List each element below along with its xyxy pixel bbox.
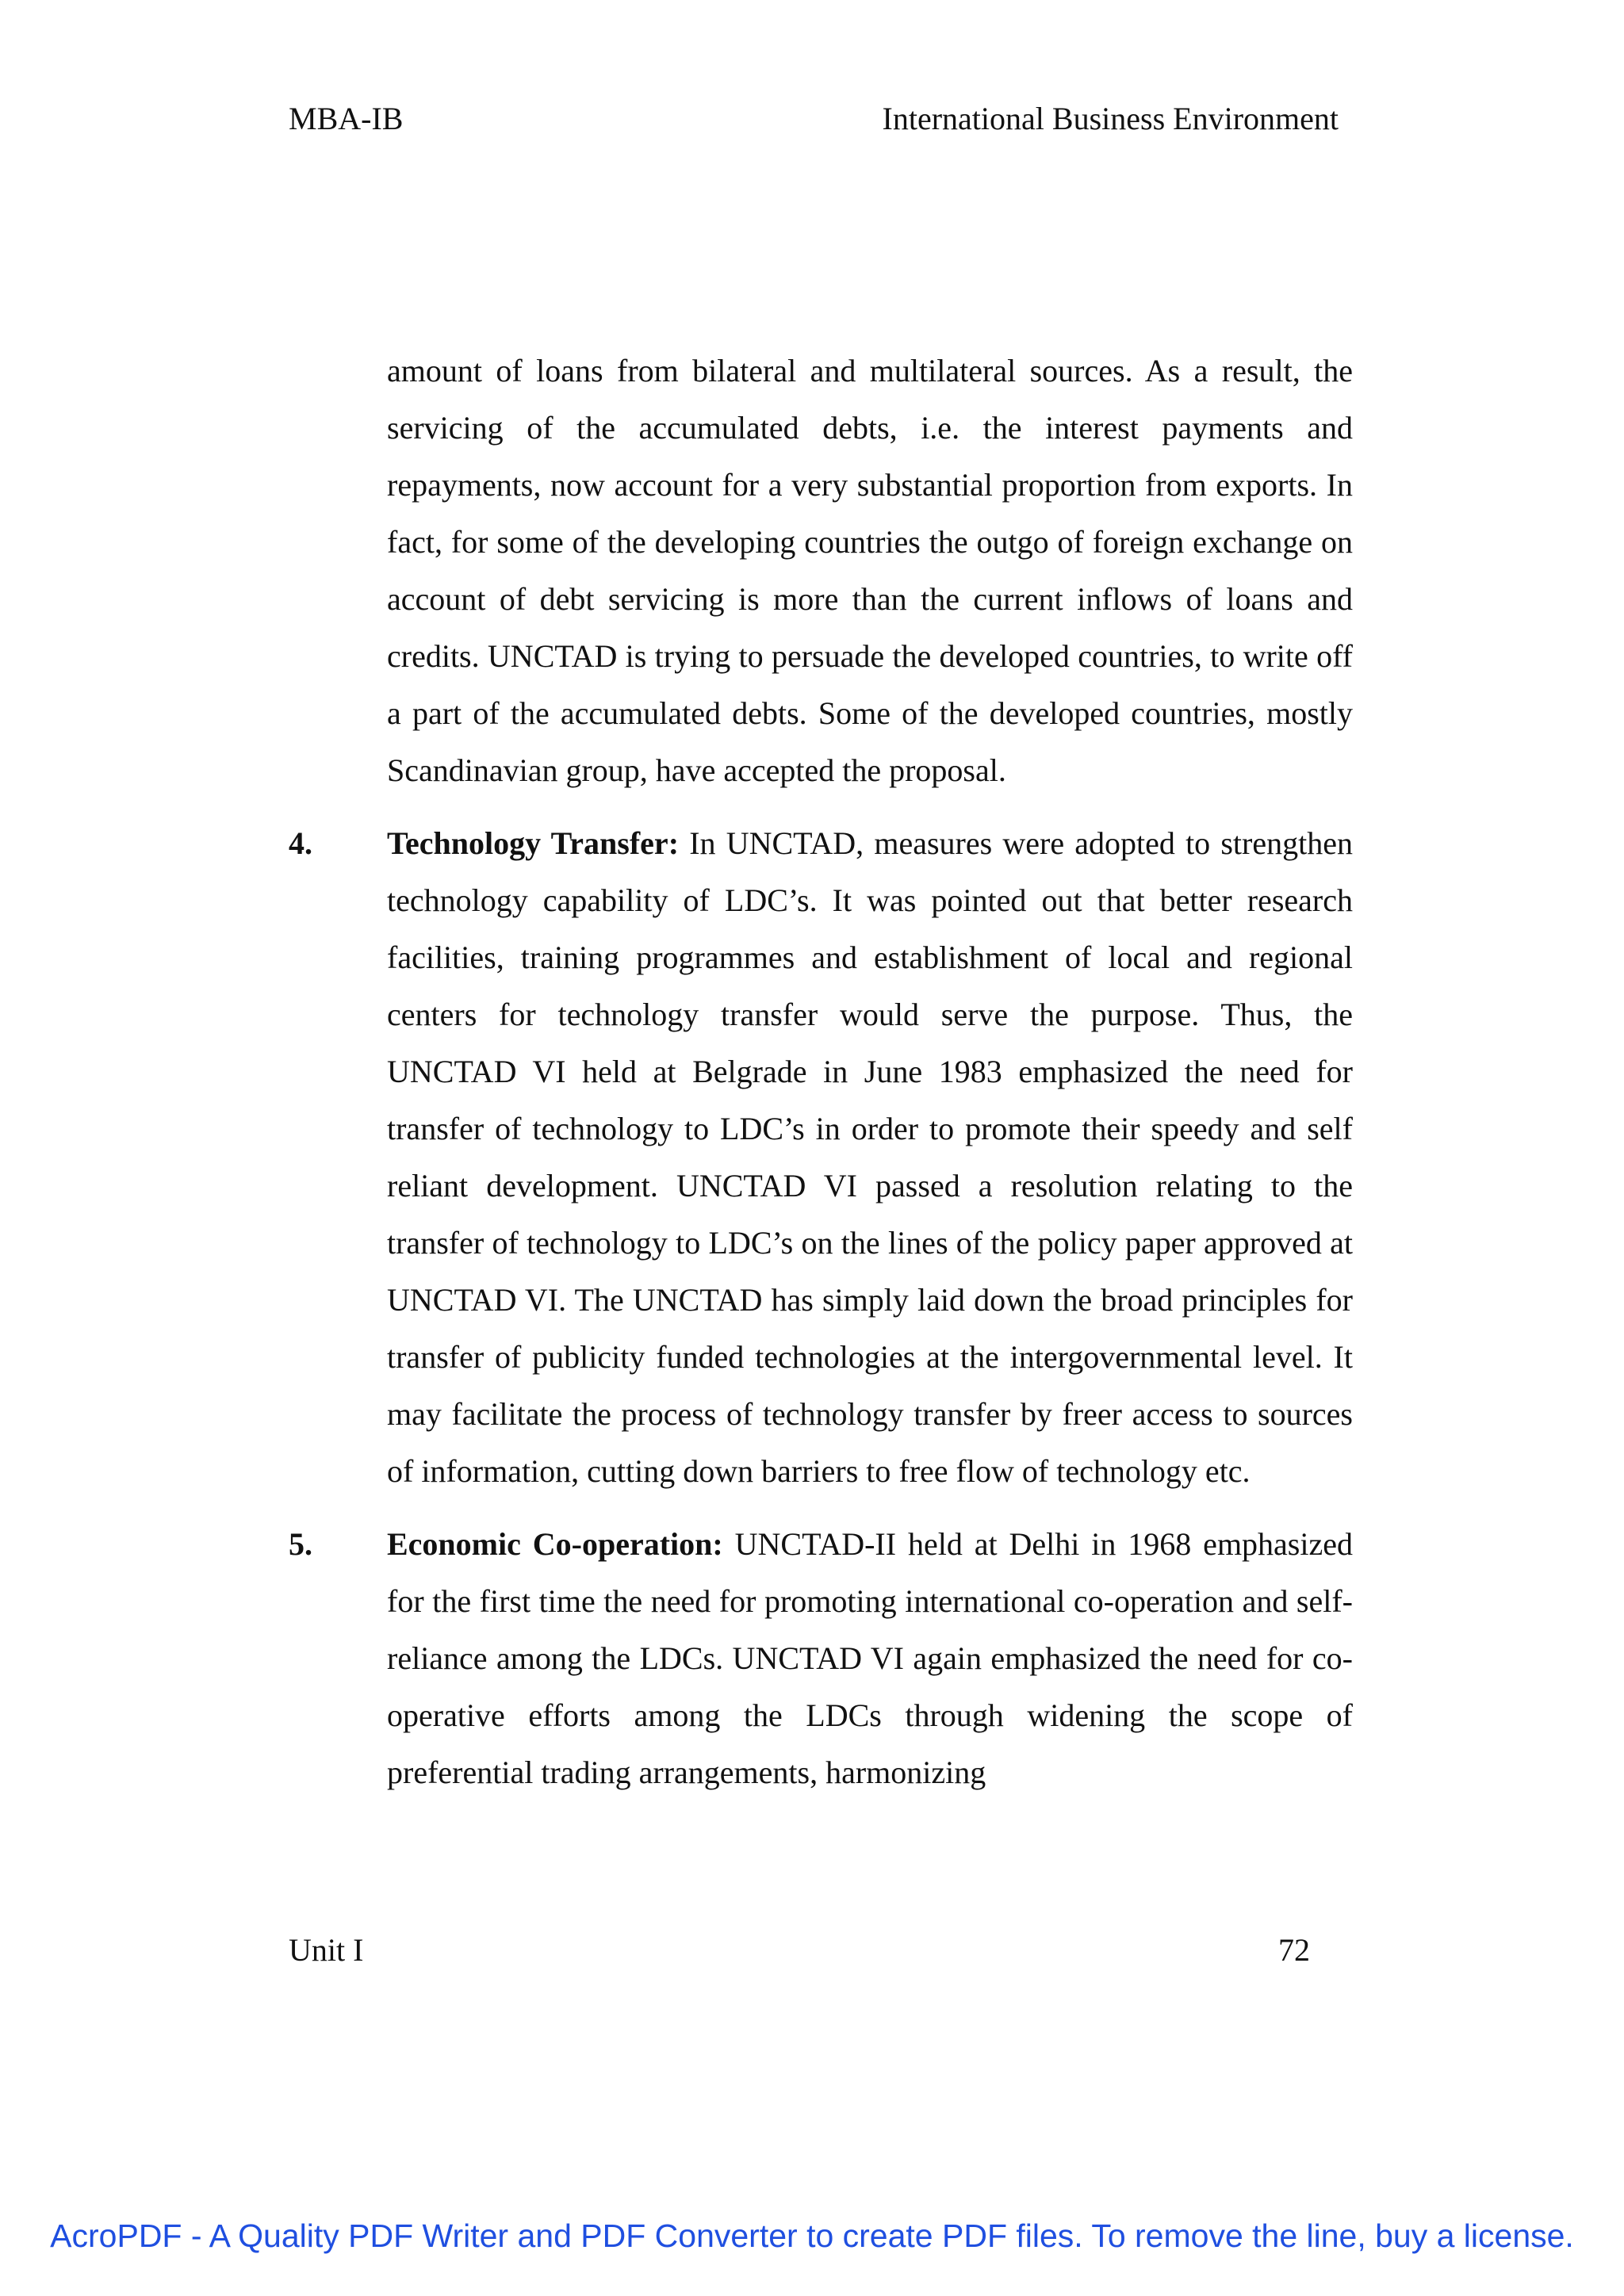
list-item-technology-transfer (289, 815, 1353, 1500)
list-item-paragraph (387, 815, 1353, 1500)
list-item-number: 5. (289, 1526, 312, 1562)
list-item-paragraph (387, 1516, 1353, 1801)
list-item-text: In UNCTAD, measures were adopted to strengthen technology capability of LDC’s. It was pointed out that better research facilities, training programmes and establishment of local and regional centers for technology transfer would serve the purpose. Thus, the UNCTAD VI held at Belgrade in June 1983 emphasized the need for transfer of technology to LDC’s in order to promote their speedy and self reliant development. UNCTAD VI passed a resolution relating to the transfer of technology to LDC’s on the lines of the policy paper approved at UNCTAD VI. The UNCTAD has simply laid down the broad principles for transfer of publicity funded technologies at the intergovernmental level. It may facilitate the process of technology transfer by freer access to sources of information, cutting down barriers to free flow of technology etc. (387, 825, 1353, 1489)
list-item-text: UNCTAD-II held at Delhi in 1968 emphasized for the first time the need for promoting international co-operation and self-reliance among the LDCs. UNCTAD VI again emphasized the need for co-operative efforts among the LDCs through widening the scope of preferential trading arrangements, harmonizing (387, 1526, 1353, 1790)
page-number: 72 (1278, 1932, 1310, 1968)
intro-paragraph: amount of loans from bilateral and multilateral sources. As a result, the servicing of the accumulated debts, i.e. the interest payments and repayments, now account for a very substantial proportion from exports. In fact, for some of the developing countries the outgo of foreign exchange on account of debt servicing is more than the current inflows of loans and credits. UNCTAD is trying to persuade the developed countries, to write off a part of the accumulated debts. Some of the developed countries, mostly Scandinavian group, have accepted the proposal. (387, 353, 1353, 788)
acropdf-watermark: AcroPDF - A Quality PDF Writer and PDF Converter to create PDF files. To remove the line, buy a license. (50, 2218, 1574, 2254)
footer-unit-label: Unit I (289, 1932, 364, 1968)
list-item-economic-cooperation (289, 1516, 1353, 1801)
header-course-title: International Business Environment (882, 101, 1339, 136)
list-item-heading: Economic Co-operation: (387, 1526, 723, 1562)
running-footer (289, 1928, 1310, 1973)
list-item-number: 4. (289, 825, 312, 861)
document-body (289, 342, 1353, 1801)
header-course-code: MBA-IB (289, 101, 404, 136)
running-header (289, 97, 1339, 141)
list-item-heading: Technology Transfer: (387, 825, 680, 861)
